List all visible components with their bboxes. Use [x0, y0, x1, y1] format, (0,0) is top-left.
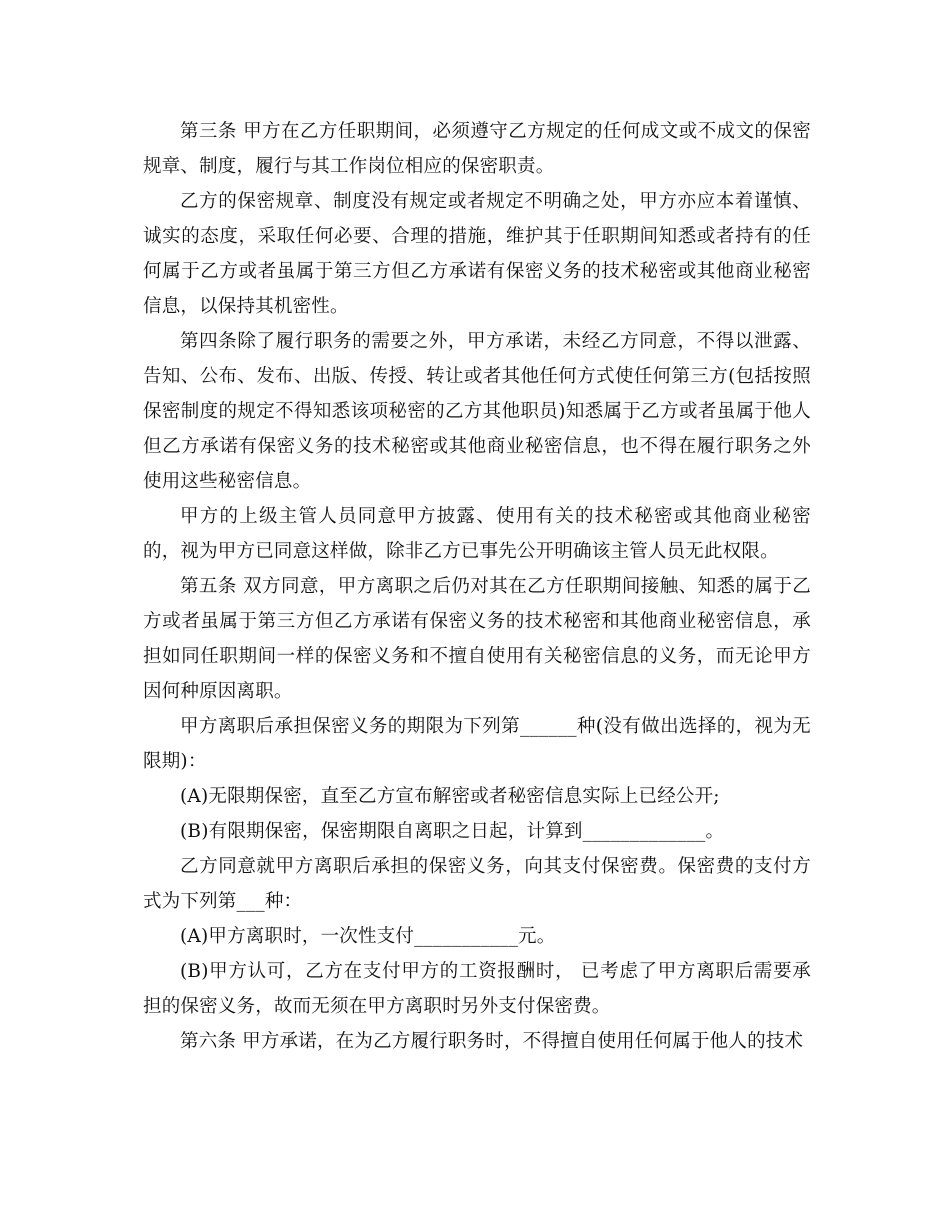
paragraph-fee-option-b: (B)甲方认可，乙方在支付甲方的工资报酬时， 已考虑了甲方离职后需要承担的保密义务，故而无须在甲方离职时另外支付保密费。: [143, 961, 811, 1017]
paragraph-article-5: 第五条 双方同意，甲方离职之后仍对其在乙方任职期间接触、知悉的属于乙方或者虽属于第三方但乙方承诺有保密义务的技术秘密和其他商业秘密信息，承担如同任职期间一样的保密义务和不擅自使用有关秘密信息的义务，而无论甲方因何种原因离职。: [143, 576, 811, 702]
paragraph-option-a-unlimited: (A)无限期保密，直至乙方宣布解密或者秘密信息实际上已经公开;: [180, 786, 720, 807]
paragraph-article-4: 第四条除了履行职务的需要之外，甲方承诺，未经乙方同意，不得以泄露、告知、公布、发布、出版、传授、转让或者其他任何方式使任何第三方(包括按照保密制度的规定不得知悉该项秘密的乙方其他职员)知悉属于乙方或者虽属于他人但乙方承诺有保密义务的技术秘密或其他商业秘密信息，也不得在履行职务之外使用这些秘密信息。: [143, 331, 811, 492]
paragraph-fee-option-a: (A)甲方离职时，一次性支付___________元。: [180, 926, 556, 947]
document-body: [143, 114, 811, 1059]
paragraph-confidentiality-term: 甲方离职后承担保密义务的期限为下列第______种(没有做出选择的，视为无限期)：: [143, 716, 811, 772]
paragraph-article-3: 第三条 甲方在乙方任职期间，必须遵守乙方规定的任何成文或不成文的保密规章、制度，履行与其工作岗位相应的保密职责。: [143, 121, 811, 177]
paragraph-article-6: 第六条 甲方承诺，在为乙方履行职务时，不得擅自使用任何属于他人的技术: [180, 1031, 804, 1052]
paragraph-confidentiality-fee: 乙方同意就甲方离职后承担的保密义务，向其支付保密费。保密费的支付方式为下列第___种：: [143, 856, 811, 912]
paragraph-confidentiality-duty: 乙方的保密规章、制度没有规定或者规定不明确之处，甲方亦应本着谨慎、诚实的态度，采取任何必要、合理的措施，维护其于任职期间知悉或者持有的任何属于乙方或者虽属于第三方但乙方承诺有保密义务的技术秘密或其他商业秘密信息，以保持其机密性。: [143, 191, 811, 317]
paragraph-option-b-limited: (B)有限期保密，保密期限自离职之日起，计算到_____________。: [180, 821, 725, 842]
paragraph-supervisor-consent: 甲方的上级主管人员同意甲方披露、使用有关的技术秘密或其他商业秘密的，视为甲方已同意这样做，除非乙方已事先公开明确该主管人员无此权限。: [143, 506, 811, 562]
